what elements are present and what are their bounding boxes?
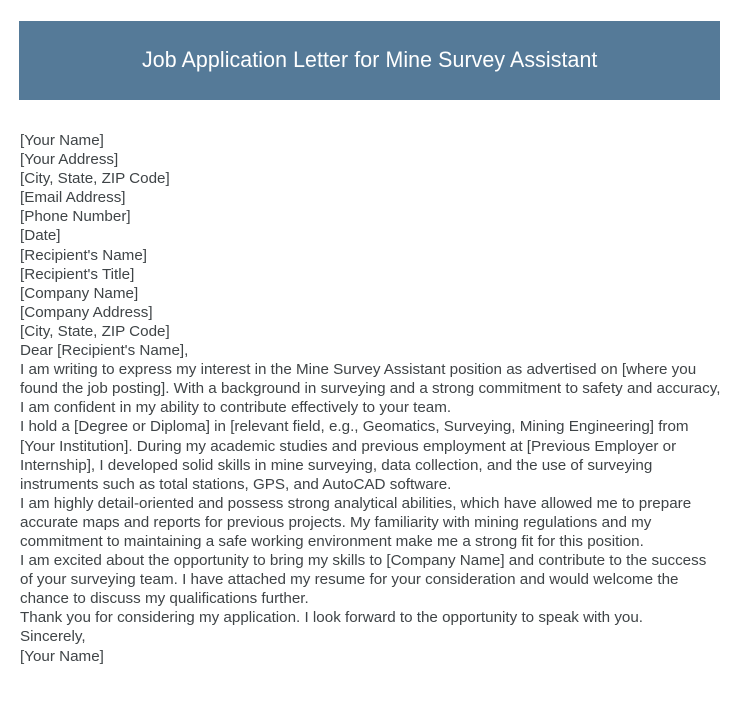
letter-line: I am excited about the opportunity to bring my skills to [Company Name] and contribute to the success of your surveying team. I have attached my resume for your consideration and would welcome the chance to discuss my qualifications further. xyxy=(20,552,707,608)
letter-line: [Your Name] xyxy=(20,647,104,665)
letter-line: [Your Address] xyxy=(20,151,119,169)
letter-line: [Email Address] xyxy=(20,189,126,207)
letter-line: [City, State, ZIP Code] xyxy=(20,322,170,340)
letter-line: I hold a [Degree or Diploma] in [relevant field, e.g., Geomatics, Surveying, Mining Engineering] from [Your Institution]. During my academic studies and previous employment at [Previous Employer or Internship], I developed solid skills in mine surveying, data collection, and the use of surveying instruments such as total stations, GPS, and AutoCAD software. xyxy=(20,418,689,493)
letter-line: [Company Name] xyxy=(20,284,139,302)
letter-line: [Recipient's Title] xyxy=(20,265,135,283)
letter-body xyxy=(20,131,722,666)
document-header-banner xyxy=(19,21,720,100)
letter-line: [Phone Number] xyxy=(20,208,131,226)
letter-line: [Company Address] xyxy=(20,303,153,321)
letter-line: [City, State, ZIP Code] xyxy=(20,170,170,188)
letter-line: Sincerely, xyxy=(20,628,86,646)
letter-line: [Your Name] xyxy=(20,132,104,149)
letter-line: Thank you for considering my application. I look forward to the opportunity to speak with you. xyxy=(20,609,644,627)
letter-line: [Date] xyxy=(20,227,61,245)
document-title: Job Application Letter for Mine Survey Assistant xyxy=(141,47,598,73)
letter-line: I am highly detail-oriented and possess strong analytical abilities, which have allowed me to prepare accurate maps and reports for previous projects. My familiarity with mining regulations and my commitment to maintaining a safe working environment make me a strong fit for this position. xyxy=(20,494,692,550)
letter-line: [Recipient's Name] xyxy=(20,246,147,264)
letter-line: I am writing to express my interest in the Mine Survey Assistant position as advertised on [where you found the job posting]. With a background in surveying and a strong commitment to safety and accuracy, I am confident in my ability to contribute effectively to your team. xyxy=(20,361,721,417)
letter-line: Dear [Recipient's Name], xyxy=(20,342,189,360)
